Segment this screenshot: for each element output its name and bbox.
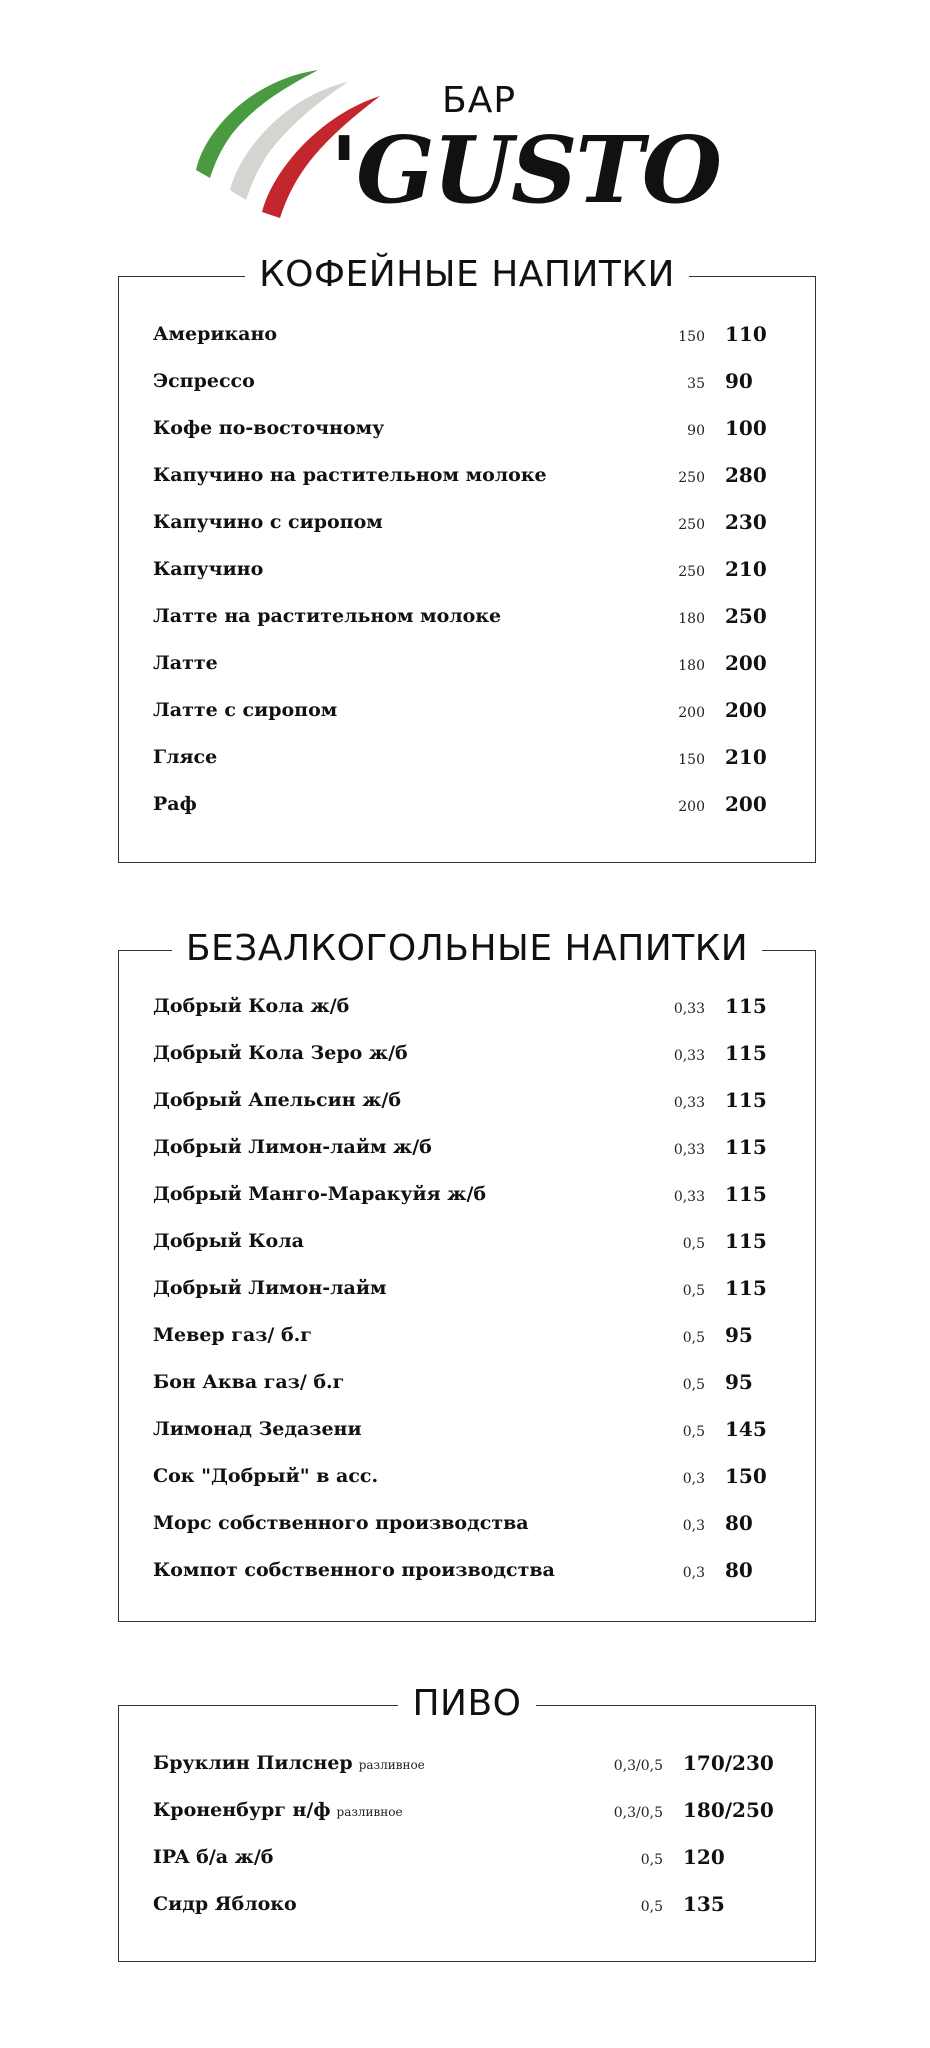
item-volume: 35 [687,376,705,392]
item-name [153,1273,386,1303]
item-name-text: Добрый Кола [153,1230,304,1252]
menu-item [153,319,815,349]
menu-item [153,1085,815,1115]
menu-item [153,1038,815,1068]
menu-item [153,366,815,396]
item-name-text: Латте с сиропом [153,699,338,721]
item-volume: 200 [678,799,705,815]
item-volume: 0,5 [640,1899,663,1915]
item-price: 90 [725,369,753,393]
item-name-text: Раф [153,793,197,815]
item-price: 210 [725,557,767,581]
brand-name: 'GUSTO [330,116,721,224]
item-volume: 150 [678,329,705,345]
menu-item [153,1273,815,1303]
item-name [153,1132,432,1162]
item-name [153,991,349,1021]
item-price: 210 [725,745,767,769]
section-coffee [118,254,816,863]
menu-item [153,507,815,537]
item-volume: 0,3/0,5 [613,1805,663,1821]
menu-item [153,1226,815,1256]
menu-item [153,1320,815,1350]
item-name-text: Капучино на растительном молоке [153,464,547,486]
menu-item [153,648,815,678]
item-price: 120 [683,1845,725,1869]
item-price: 115 [725,994,767,1018]
item-name [153,1226,304,1256]
menu-item [153,1367,815,1397]
item-name [153,648,218,678]
section-title-text: БЕЗАЛКОГОЛЬНЫЕ НАПИТКИ [172,927,762,971]
menu-item [153,1748,815,1778]
menu-item [153,554,815,584]
item-name-text: Морс собственного производства [153,1512,529,1534]
menu-item [153,1414,815,1444]
menu-item [153,460,815,490]
item-name [153,1842,274,1872]
item-price: 200 [725,651,767,675]
menu-item [153,695,815,725]
item-price: 115 [725,1088,767,1112]
item-price: 80 [725,1558,753,1582]
item-name [153,1179,486,1209]
item-name [153,1555,555,1585]
item-name-text: Латте на растительном молоке [153,605,502,627]
item-name [153,460,547,490]
item-price: 80 [725,1511,753,1535]
item-price: 200 [725,792,767,816]
item-price: 115 [725,1135,767,1159]
menu-item [153,601,815,631]
item-name-text: IPA б/а ж/б [153,1846,274,1868]
item-name [153,1795,403,1827]
item-price: 115 [725,1276,767,1300]
item-price: 145 [725,1417,767,1441]
item-name-text: Добрый Лимон-лайм ж/б [153,1136,432,1158]
item-volume: 0,33 [673,1189,705,1205]
item-name-text: Эспрессо [153,370,255,392]
item-name [153,1038,408,1068]
item-name-text: Бруклин Пилснер [153,1752,353,1774]
item-name [153,554,263,584]
section-soft-drinks [118,928,816,1622]
section-beer [118,1683,816,1962]
item-note: разливное [336,1805,403,1819]
item-volume: 180 [678,658,705,674]
item-name-text: Глясе [153,746,218,768]
section-title [119,927,815,971]
item-name-text: Кофе по-восточному [153,417,385,439]
item-name-text: Добрый Апельсин ж/б [153,1089,402,1111]
item-name [153,789,197,819]
item-name [153,1414,362,1444]
item-volume: 180 [678,611,705,627]
item-name-text: Добрый Манго-Маракуйя ж/б [153,1183,487,1205]
menu-item [153,1795,815,1825]
menu-item [153,1461,815,1491]
item-price: 180/250 [683,1798,774,1822]
item-name-text: Американо [153,323,278,345]
section-title [119,1682,815,1726]
item-volume: 250 [678,564,705,580]
item-volume: 250 [678,470,705,486]
item-volume: 0,5 [682,1283,705,1299]
item-name-text: Капучино с сиропом [153,511,383,533]
item-price: 95 [725,1370,753,1394]
item-name [153,319,277,349]
section-title [119,253,815,297]
item-volume: 0,5 [640,1852,663,1868]
item-name-text: Компот собственного производства [153,1559,555,1581]
item-name-text: Сидр Яблоко [153,1893,297,1915]
item-name [153,1748,425,1780]
item-volume: 0,5 [682,1377,705,1393]
item-name-text: Добрый Кола ж/б [153,995,350,1017]
item-price: 110 [725,322,767,346]
item-name-text: Кроненбург н/ф [153,1799,331,1821]
item-name [153,1320,312,1350]
item-price: 250 [725,604,767,628]
item-volume: 250 [678,517,705,533]
item-volume: 150 [678,752,705,768]
item-price: 150 [725,1464,767,1488]
item-name [153,1508,529,1538]
item-name-text: Добрый Лимон-лайм [153,1277,387,1299]
bar-logo [190,62,721,232]
item-price: 170/230 [683,1751,774,1775]
item-volume: 0,33 [673,1001,705,1017]
item-name-text: Латте [153,652,218,674]
item-price: 200 [725,698,767,722]
item-volume: 0,3 [682,1471,705,1487]
section-title-text: ПИВО [398,1682,535,1726]
item-name [153,1367,344,1397]
item-volume: 0,3/0,5 [613,1758,663,1774]
item-name [153,366,255,396]
item-name [153,601,501,631]
section-title-text: КОФЕЙНЫЕ НАПИТКИ [245,253,689,297]
menu-item [153,413,815,443]
item-volume: 0,33 [673,1048,705,1064]
item-price: 115 [725,1229,767,1253]
menu-item [153,1132,815,1162]
item-price: 115 [725,1182,767,1206]
item-name-text: Добрый Кола Зеро ж/б [153,1042,408,1064]
item-price: 280 [725,463,767,487]
item-volume: 200 [678,705,705,721]
menu-item [153,1508,815,1538]
menu-item [153,789,815,819]
item-note: разливное [358,1758,425,1772]
item-price: 100 [725,416,767,440]
menu-item [153,991,815,1021]
menu-item [153,1555,815,1585]
item-volume: 0,33 [673,1095,705,1111]
item-volume: 0,5 [682,1330,705,1346]
item-volume: 0,3 [682,1518,705,1534]
item-name [153,1461,378,1491]
item-volume: 0,3 [682,1565,705,1581]
item-price: 95 [725,1323,753,1347]
bar-word: БАР [442,80,517,121]
item-name [153,507,383,537]
item-name [153,695,337,725]
item-name-text: Сок "Добрый" в асс. [153,1465,379,1487]
item-name [153,742,217,772]
item-name-text: Бон Аква газ/ б.г [153,1371,345,1393]
item-volume: 0,5 [682,1236,705,1252]
item-volume: 0,5 [682,1424,705,1440]
menu-item [153,742,815,772]
item-volume: 90 [687,423,705,439]
item-name-text: Капучино [153,558,264,580]
item-name-text: Мевер газ/ б.г [153,1324,312,1346]
item-name [153,1889,297,1919]
menu-item [153,1179,815,1209]
item-price: 230 [725,510,767,534]
item-name [153,413,384,443]
menu-item [153,1889,815,1919]
item-price: 115 [725,1041,767,1065]
item-name-text: Лимонад Зедазени [153,1418,362,1440]
item-price: 135 [683,1892,725,1916]
menu-item [153,1842,815,1872]
item-volume: 0,33 [673,1142,705,1158]
item-name [153,1085,401,1115]
